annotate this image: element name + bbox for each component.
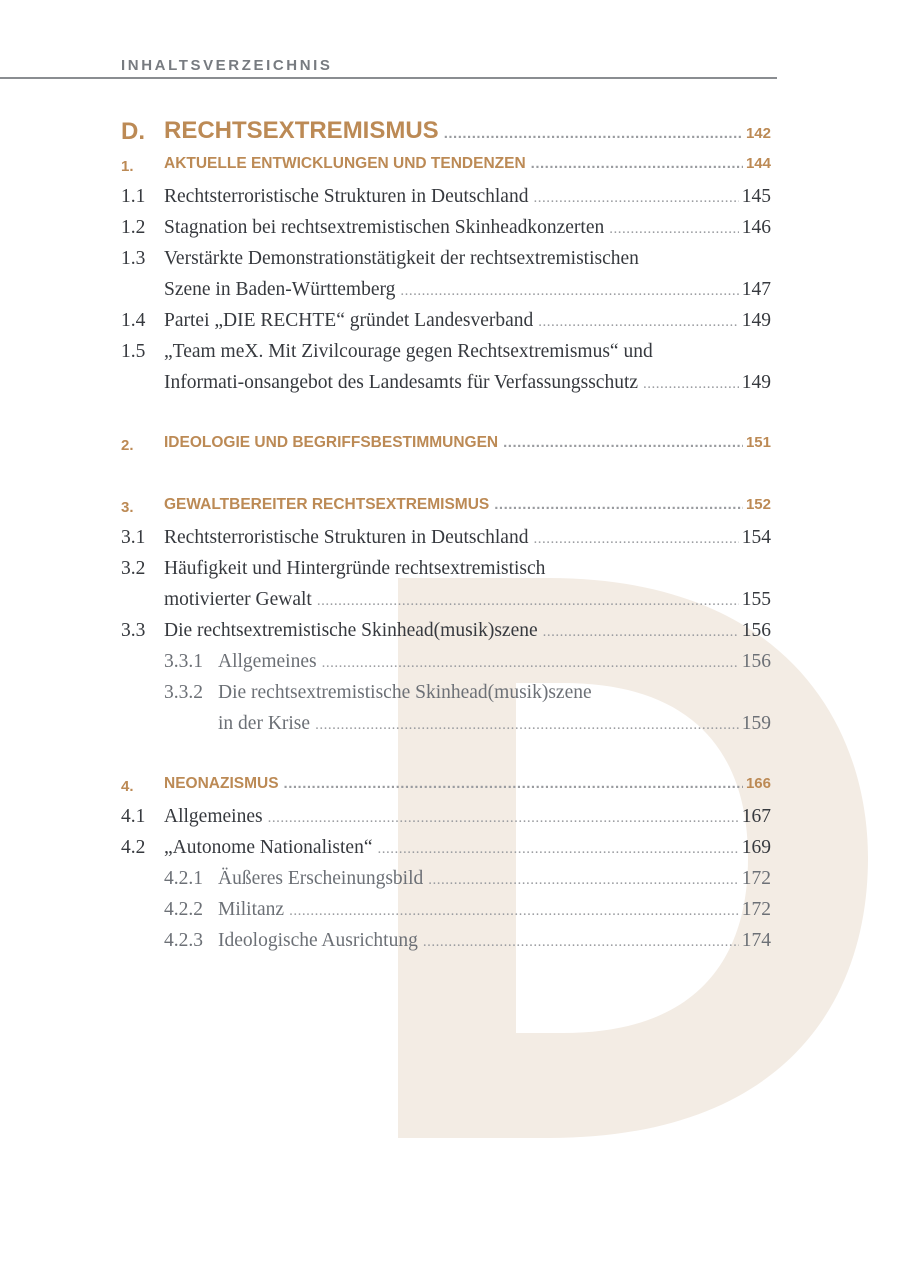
toc-subentry-number: 3.3.2 <box>164 682 203 703</box>
dot-leader <box>400 283 738 300</box>
toc-subentry[interactable] <box>121 868 771 899</box>
toc-entry-title-line-2: Szene in Baden-Württemberg <box>164 279 396 300</box>
toc-subentry[interactable] <box>121 899 771 930</box>
toc-section-number: 3. <box>121 499 134 516</box>
dot-leader <box>543 624 739 641</box>
toc-page-number: 149 <box>741 310 771 331</box>
toc-entry-title: Rechtsterroristische Strukturen in Deutschland <box>164 527 529 548</box>
toc-section-number: 4. <box>121 778 134 795</box>
toc-page-number: 172 <box>741 899 771 920</box>
dot-leader <box>317 593 739 610</box>
toc-entry[interactable] <box>121 217 771 248</box>
toc-subentry-number: 4.2.3 <box>164 930 203 951</box>
running-head-title: INHALTSVERZEICHNIS <box>121 57 333 74</box>
dot-leader <box>289 903 739 920</box>
toc-subentry-title-line-2: in der Krise <box>218 713 311 734</box>
toc-page-number: 147 <box>741 279 771 300</box>
section-gap <box>121 744 771 775</box>
dot-leader <box>538 314 738 331</box>
toc-entry[interactable] <box>121 310 771 341</box>
header-rule <box>0 77 777 79</box>
toc-page-number: 169 <box>741 837 771 858</box>
toc-entry[interactable] <box>121 186 771 217</box>
toc-chapter-title: RECHTSEXTREMISMUS <box>164 117 439 144</box>
toc-section-title: IDEOLOGIE UND BEGRIFFSBESTIMMUNGEN <box>164 434 499 451</box>
dot-leader <box>268 810 739 827</box>
dot-leader <box>428 872 739 889</box>
dot-leader <box>423 934 739 951</box>
toc-entry-continuation[interactable] <box>121 279 771 310</box>
toc-entry[interactable] <box>121 248 771 279</box>
dot-leader <box>533 190 738 207</box>
toc-page-number: 159 <box>741 713 771 734</box>
toc-subentry[interactable] <box>121 682 771 713</box>
toc-page-number: 166 <box>745 775 771 792</box>
toc-entry-title: „Autonome Nationalisten“ <box>164 837 373 858</box>
dot-leader <box>315 717 739 734</box>
dot-leader <box>503 434 743 451</box>
toc-section-number: 2. <box>121 437 134 454</box>
dot-leader <box>533 531 738 548</box>
toc-section-entry[interactable] <box>121 775 771 806</box>
toc-entry-number: 4.2 <box>121 837 146 858</box>
toc-subentry-title: Militanz <box>218 899 285 920</box>
toc-subentry-number: 4.2.2 <box>164 899 203 920</box>
dot-leader <box>609 221 739 238</box>
toc-page-number: 154 <box>741 527 771 548</box>
toc-entry-number: 1.4 <box>121 310 146 331</box>
dot-leader <box>531 155 743 172</box>
toc-entry[interactable] <box>121 620 771 651</box>
toc-page-number: 144 <box>745 155 771 172</box>
toc-entry[interactable] <box>121 341 771 372</box>
toc-entry-number: 1.5 <box>121 341 146 362</box>
table-of-contents <box>121 117 771 961</box>
toc-entry[interactable] <box>121 527 771 558</box>
toc-entry-title-line-1: Häufigkeit und Hintergründe rechtsextremistisch <box>164 558 546 579</box>
toc-chapter-number: D. <box>121 118 145 145</box>
toc-page-number: 174 <box>741 930 771 951</box>
toc-subentry-title-line-1: Die rechtsextremistische Skinhead(musik)szene <box>218 682 592 703</box>
toc-entry-title-line-1: Verstärkte Demonstrationstätigkeit der rechtsextremistischen <box>164 248 639 269</box>
toc-entry[interactable] <box>121 837 771 868</box>
toc-entry-title-line-2: Informati-onsangebot des Landesamts für Verfassungsschutz <box>164 372 639 393</box>
toc-entry[interactable] <box>121 558 771 589</box>
toc-section-entry[interactable] <box>121 496 771 527</box>
section-gap <box>121 403 771 434</box>
toc-section-title: GEWALTBEREITER RECHTSEXTREMISMUS <box>164 496 490 513</box>
toc-entry-number: 4.1 <box>121 806 146 827</box>
toc-subentry-number: 4.2.1 <box>164 868 203 889</box>
toc-page-number: 145 <box>741 186 771 207</box>
toc-page-number: 149 <box>741 372 771 393</box>
toc-entry-title: Rechtsterroristische Strukturen in Deutschland <box>164 186 529 207</box>
toc-subentry-number: 3.3.1 <box>164 651 203 672</box>
toc-section-number: 1. <box>121 158 134 175</box>
toc-entry-title: Partei „DIE RECHTE“ gründet Landesverband <box>164 310 534 331</box>
toc-chapter-entry[interactable] <box>121 117 771 155</box>
toc-page-number: 167 <box>741 806 771 827</box>
toc-page-number: 156 <box>741 651 771 672</box>
toc-page-number: 152 <box>745 496 771 513</box>
dot-leader <box>284 775 743 792</box>
toc-entry-title-line-2: motivierter Gewalt <box>164 589 312 610</box>
toc-entry-number: 3.1 <box>121 527 146 548</box>
section-gap <box>121 465 771 496</box>
toc-section-title: NEONAZISMUS <box>164 775 279 792</box>
toc-subentry[interactable] <box>121 651 771 682</box>
toc-entry-title-line-1: „Team meX. Mit Zivilcourage gegen Rechtsextremismus“ und <box>164 341 653 362</box>
dot-leader <box>444 125 743 142</box>
dot-leader <box>494 496 743 513</box>
toc-section-entry[interactable] <box>121 155 771 186</box>
toc-page-number: 155 <box>741 589 771 610</box>
toc-subentry-title: Allgemeines <box>218 651 317 672</box>
toc-entry[interactable] <box>121 806 771 837</box>
toc-page-number: 151 <box>745 434 771 451</box>
dot-leader <box>377 841 738 858</box>
toc-entry-number: 3.3 <box>121 620 146 641</box>
toc-entry-continuation[interactable] <box>121 372 771 403</box>
toc-entry-number: 1.2 <box>121 217 146 238</box>
toc-subentry-continuation[interactable] <box>121 713 771 744</box>
toc-entry-title: Allgemeines <box>164 806 263 827</box>
toc-page-number: 142 <box>745 125 771 142</box>
toc-entry-number: 1.3 <box>121 248 146 269</box>
toc-section-entry[interactable] <box>121 434 771 465</box>
toc-entry-title: Stagnation bei rechtsextremistischen Skinheadkonzerten <box>164 217 605 238</box>
toc-subentry[interactable] <box>121 930 771 961</box>
toc-page-number: 172 <box>741 868 771 889</box>
toc-entry-continuation[interactable] <box>121 589 771 620</box>
dot-leader <box>643 376 739 393</box>
dot-leader <box>322 655 739 672</box>
toc-subentry-title: Ideologische Ausrichtung <box>218 930 418 951</box>
toc-entry-number: 1.1 <box>121 186 146 207</box>
toc-page-number: 146 <box>741 217 771 238</box>
toc-page-number: 156 <box>741 620 771 641</box>
toc-subentry-title: Äußeres Erscheinungsbild <box>218 868 424 889</box>
toc-entry-title: Die rechtsextremistische Skinhead(musik)szene <box>164 620 538 641</box>
toc-entry-number: 3.2 <box>121 558 146 579</box>
toc-section-title: AKTUELLE ENTWICKLUNGEN UND TENDENZEN <box>164 155 526 172</box>
